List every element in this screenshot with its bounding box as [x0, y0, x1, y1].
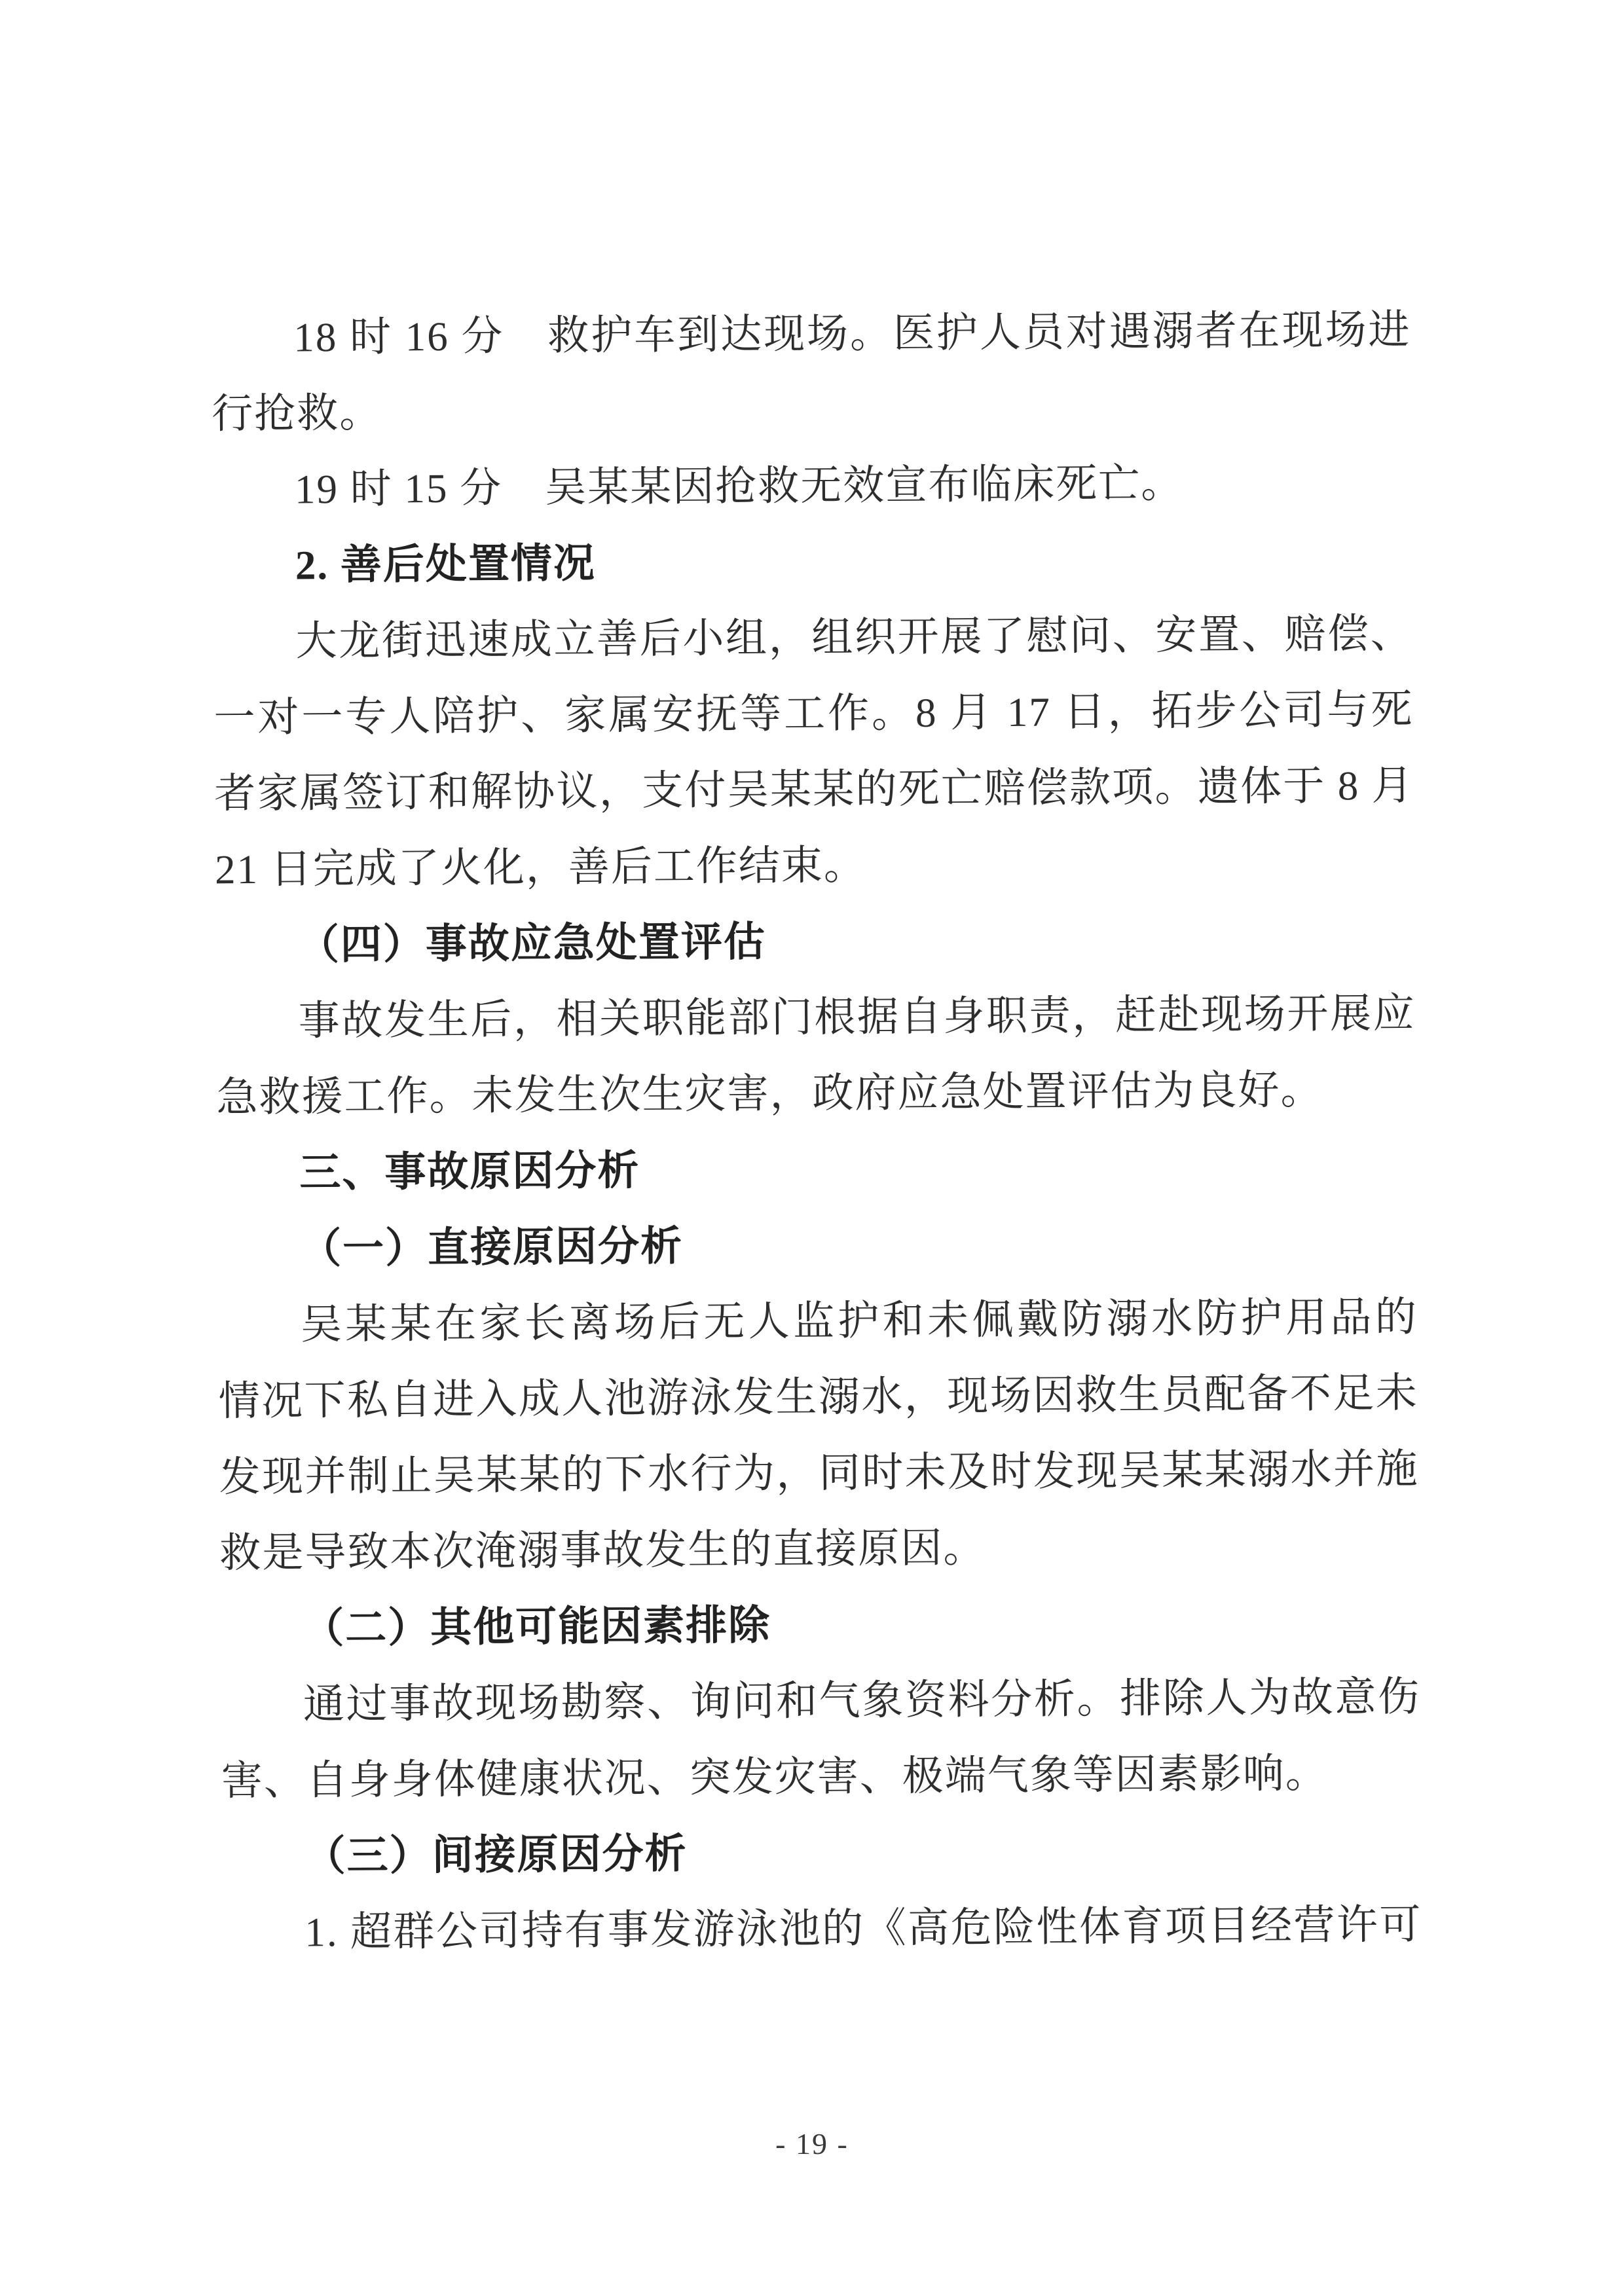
section-heading: （二）其他可能因素排除: [302, 1602, 771, 1652]
text-line: 急救援工作。未发生次生灾害，政府应急处置评估为良好。: [216, 1066, 1323, 1121]
page-footer: [0, 2126, 1624, 2161]
text-line: 者家属签订和解协议，支付吴某某的死亡赔偿款项。遗体于 8 月: [214, 762, 1414, 817]
text-line: 通过事故现场勘察、询问和气象资料分析。排除人为故意伤: [303, 1673, 1421, 1728]
page-number: - 19 -: [775, 2127, 849, 2160]
text-line: 吴某某在家长离场后无人监护和未佩戴防溺水防护用品的: [300, 1294, 1418, 1348]
text-line: 19 时 15 分 吴某某因抢救无效宣布临床死亡。: [294, 460, 1184, 513]
text-line: 情况下私自进入成人池游泳发生溺水，现场因救生员配备不足未: [218, 1370, 1418, 1425]
section-heading: （三）间接原因分析: [304, 1831, 688, 1880]
text-line: 21 日完成了火化，善后工作结束。: [214, 842, 867, 893]
text-line: 一对一专人陪护、家属安抚等工作。8 月 17 日，拓步公司与死: [213, 686, 1414, 741]
section-heading: 三、事故原因分析: [299, 1147, 640, 1196]
text-line: 大龙街迅速成立善后小组，组织开展了慰问、安置、赔偿、: [295, 610, 1413, 665]
section-heading: 2. 善后处置情况: [295, 540, 597, 589]
text-line: 18 时 16 分 救护车到达现场。医护人员对遇溺者在现场进: [293, 306, 1411, 361]
text-line: 事故发生后，相关职能部门根据自身职责，赶赴现场开展应: [298, 990, 1416, 1044]
text-line: 行抢救。: [211, 390, 382, 437]
section-heading: （四）事故应急处置评估: [297, 919, 767, 968]
section-heading: （一）直接原因分析: [299, 1223, 684, 1272]
text-line: 害、自身身体健康状况、突发灾害、极端气象等因素影响。: [221, 1750, 1328, 1804]
document-body: [211, 292, 1422, 1971]
text-line: 发现并制止吴某某的下水行为，同时未及时发现吴某某溺水并施: [219, 1446, 1419, 1501]
text-line: 1. 超群公司持有事发游泳池的《高危险性体育项目经营许可: [304, 1901, 1422, 1956]
text-line: 救是导致本次淹溺事故发生的直接原因。: [219, 1525, 986, 1576]
